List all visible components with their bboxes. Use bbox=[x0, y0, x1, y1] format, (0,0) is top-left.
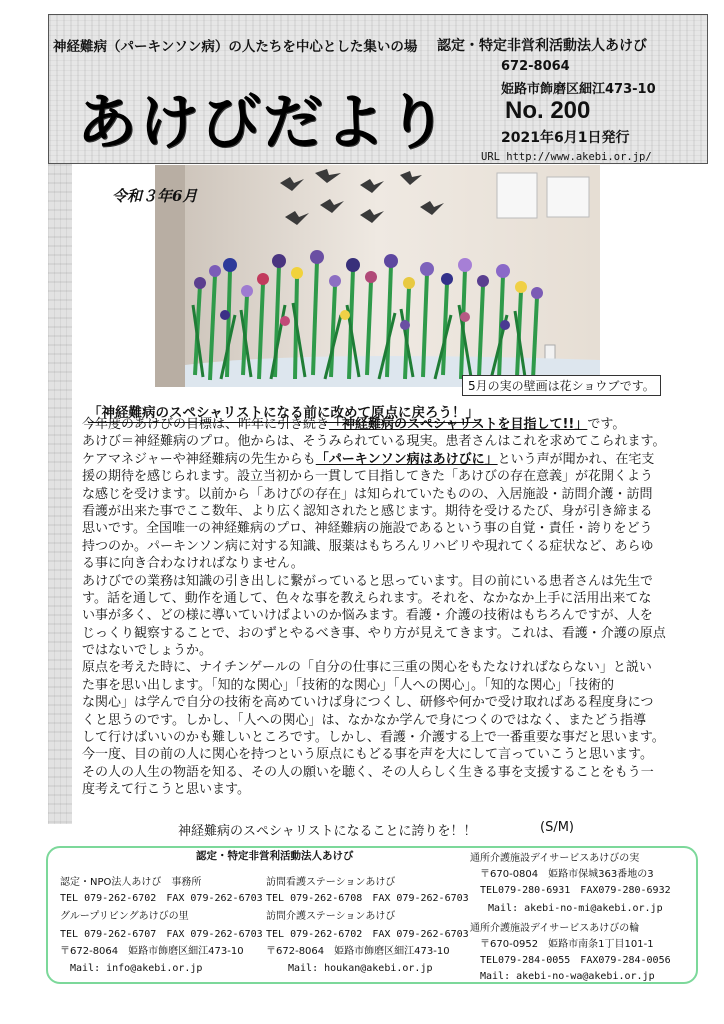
article-line bbox=[82, 642, 714, 659]
article-line-text: じっくり観察することで、おのずとやるべき事、やり方が見えてきます。これは、看護・介護の原点 bbox=[82, 625, 666, 641]
article-closing: 神経難病のスペシャリストになることに誇りを！！ bbox=[178, 824, 477, 839]
article-line bbox=[82, 746, 714, 763]
article-line bbox=[82, 781, 714, 798]
article-line-text: 思いです。全国唯一の神経難病のプロ、神経難病の施設であるという事の自覚・責任・誇りをどう bbox=[82, 521, 653, 537]
date-label: 令和３年6月 bbox=[112, 187, 198, 205]
article-line bbox=[82, 520, 714, 537]
postal-code: 672-8064 bbox=[501, 59, 570, 74]
article-line-text: あけびでの業務は知識の引き出しに繋がっていると思っています。目の前にいる患者さんは先生で bbox=[82, 573, 653, 589]
article-line-text: 看護が出来た事でここ数年、より広く認知されたと感じます。期待を受けるたび、身が引き締まる bbox=[82, 503, 653, 519]
article-line bbox=[82, 468, 714, 485]
article-line-text: る事に向き合わなければなりません。 bbox=[82, 556, 304, 572]
article-body bbox=[82, 416, 714, 799]
article-line-text: ではないでしょうか。 bbox=[82, 643, 213, 659]
article-line-text: 原点を考えた時に、ナイチンゲールの「自分の仕事に三重の関心をもたなければならない」と説い bbox=[82, 660, 652, 676]
article-line-text: 今一度、目の前の人に関心を持つという原点にもどる事を声を大にして言っていこうと思います。 bbox=[82, 747, 653, 763]
article-line-emphasis: 「神経難病のスペシャリストを目指して!!」 bbox=[329, 417, 588, 432]
article-heading: 「神経難病のスペシャリストになる前に改めて原点に戻ろう！」 bbox=[88, 401, 479, 423]
article-line bbox=[82, 433, 714, 450]
organization-address: 姫路市飾磨区細江473-10 bbox=[501, 82, 656, 97]
care-station-tel: TEL 079-262-6702 FAX 079-262-6703 bbox=[266, 929, 469, 940]
article-line-emphasis: 「パーキンソン病はあけびに」 bbox=[315, 451, 498, 467]
article-line-text: ケアマネジャーや神経難病の先生からも bbox=[82, 451, 316, 467]
article-line-text: た事を思い出します。「知的な関心」「技術的な関心」「人への関心」。「知的な関心」「技術的 bbox=[82, 677, 614, 693]
article-line-text: い事が多く、どの様に導いていけばよいのか悩みます。看護・介護の技術はもちろんですが、人を bbox=[82, 608, 653, 624]
article-line-text: くと思うのです。しかし、「人への関心」は、なかなか学んで身につくのではなく、またどう指導 bbox=[82, 712, 646, 728]
day-service-mi-mail[interactable]: Mail: akebi-no-mi@akebi.or.jp bbox=[488, 903, 663, 914]
article-line bbox=[82, 694, 714, 711]
article-line bbox=[82, 573, 714, 590]
care-station-address: 〒672-8064 姫路市飾磨区細江473-10 bbox=[266, 946, 450, 957]
article-line-text: 援の期待を感じられます。設立当初から一貫して目指してきた「あけびの存在意義」が花開くよう bbox=[82, 469, 653, 485]
article-line bbox=[82, 677, 714, 694]
office-name: 認定・NPO法人あけび 事務所 bbox=[60, 877, 202, 888]
iris-mural-image bbox=[155, 165, 600, 387]
article-line bbox=[82, 764, 714, 781]
article-line-text: という声が聞かれ、在宅支 bbox=[497, 451, 655, 467]
article-line bbox=[82, 712, 714, 729]
article-line bbox=[82, 590, 714, 607]
care-station-mail[interactable]: Mail: houkan@akebi.or.jp bbox=[288, 963, 433, 974]
day-service-wa-tel: TEL079-284-0055 FAX079-284-0056 bbox=[480, 955, 671, 966]
day-service-wa-address: 〒670-0952 姫路市南条1丁目101-1 bbox=[480, 939, 654, 950]
group-home-address: 〒672-8064 姫路市飾磨区細江473-10 bbox=[60, 946, 244, 957]
article-line bbox=[82, 625, 714, 642]
article-line bbox=[82, 607, 714, 624]
article-line bbox=[82, 451, 714, 468]
wall-art-photo bbox=[155, 165, 600, 387]
care-station-name: 訪問介護ステーションあけび bbox=[266, 911, 396, 922]
article-line bbox=[82, 486, 714, 503]
masthead bbox=[48, 14, 708, 164]
article-line-text: 持つのか。パーキンソン病に対する知識、服薬はもちろんリハビリや現れてくる症状など、あらゆ bbox=[82, 538, 654, 554]
article-line-text: その人の人生の物語を知る、その人の願いを聴く、その人らしく生きる事を支援することをもう一 bbox=[82, 764, 654, 780]
organization-name: 認定・特定非営利活動法人あけび bbox=[437, 38, 647, 54]
article-line bbox=[82, 538, 714, 555]
article-line-text: な関心」は学んで自分の技術を高めていけば身につくし、研修や何かで受け取ればある程度身につ bbox=[82, 695, 654, 711]
day-service-mi-tel: TEL079-280-6931 FAX079-280-6932 bbox=[480, 885, 671, 896]
article-line-text: あけび＝神経難病のプロ。他からは、そうみられている現実。患者さんはこれを求めてこられます。 bbox=[82, 434, 666, 450]
issue-number: No. 200 bbox=[505, 97, 591, 124]
article-line-text: 今年度のあけびの目標は、昨年に引き続き bbox=[82, 417, 330, 432]
article-signature: (S/M) bbox=[540, 820, 574, 835]
article-line bbox=[82, 729, 714, 746]
photo-caption: 5月の実の壁画は花ショウブです。 bbox=[462, 375, 661, 396]
article-line-text: な感じを受けます。以前から「あけびの存在」は知られていたものの、入居施設・訪問介護・訪問 bbox=[82, 486, 653, 502]
office-tel: TEL 079-262-6702 FAX 079-262-6703 bbox=[60, 893, 263, 904]
article-line bbox=[82, 503, 714, 520]
nursing-station-name: 訪問看護ステーションあけび bbox=[266, 877, 396, 888]
day-service-wa-name: 通所介護施設デイサービスあけびの輪 bbox=[470, 923, 640, 934]
day-service-mi-name: 通所介護施設デイサービスあけびの実 bbox=[470, 853, 640, 864]
article-line bbox=[82, 555, 714, 572]
footer-title: 認定・特定非営利活動法人あけび bbox=[196, 850, 354, 862]
article-line bbox=[82, 416, 714, 433]
masthead-tagline: 神経難病（パーキンソン病）の人たちを中心とした集いの場 bbox=[53, 39, 418, 55]
article-line-text: して行けばいいのかも難しいところです。しかし、看護・介護する上で一番重要な事だと思います。 bbox=[82, 730, 665, 746]
group-home-tel: TEL 079-262-6707 FAX 079-262-6703 bbox=[60, 929, 263, 940]
decorative-side-strip bbox=[48, 164, 72, 824]
article-line-text: 度考えて行こうと思います。 bbox=[82, 782, 250, 798]
issue-date: 2021年6月1日発行 bbox=[501, 130, 630, 146]
day-service-wa-mail[interactable]: Mail: akebi-no-wa@akebi.or.jp bbox=[480, 971, 655, 982]
group-home-mail[interactable]: Mail: info@akebi.or.jp bbox=[70, 963, 203, 974]
newsletter-title: あけびだより bbox=[77, 88, 449, 158]
website-url[interactable]: URL http://www.akebi.or.jp/ bbox=[481, 151, 652, 163]
article-line-text: です。 bbox=[587, 417, 626, 432]
group-home-name: グループリビングあけびの里 bbox=[60, 911, 189, 922]
contact-footer bbox=[46, 846, 698, 984]
article-line-text: す。話を通して、動作を通して、色々な事を教えられます。それを、なかなか上手に活用出来てな bbox=[82, 590, 652, 606]
article-line bbox=[82, 659, 714, 676]
nursing-station-tel: TEL 079-262-6708 FAX 079-262-6703 bbox=[266, 893, 469, 904]
day-service-mi-address: 〒670-0804 姫路市保城363番地の3 bbox=[480, 869, 654, 880]
